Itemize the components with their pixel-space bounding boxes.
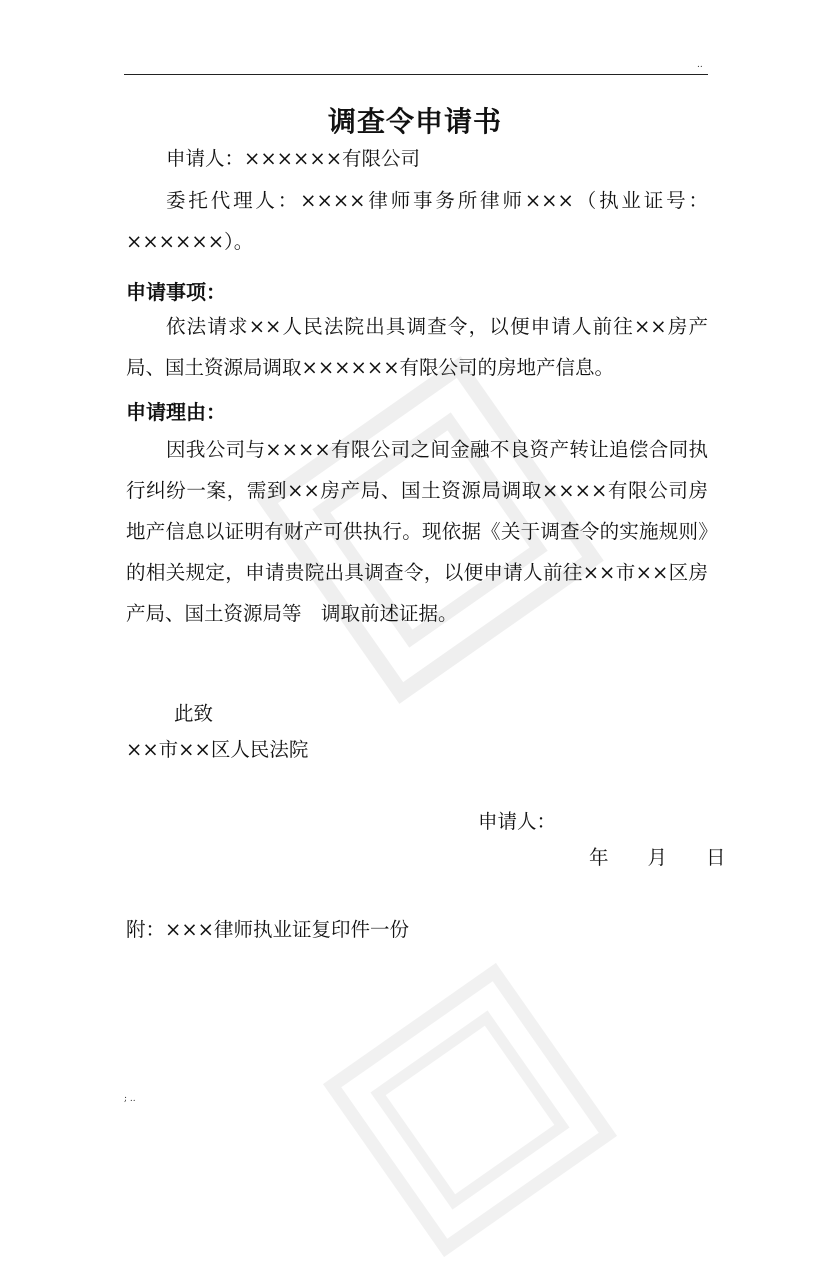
request-heading: 申请事项： [126, 280, 226, 304]
closing-salutation: 此致 [174, 702, 214, 725]
court-name: ××市××区人民法院 [126, 738, 309, 761]
reason-heading: 申请理由： [126, 400, 226, 424]
footer-mark: ; .. [124, 1094, 136, 1104]
agent-line: 委托代理人：××××律师事务所律师×××（执业证号：××××××）。 [126, 189, 708, 253]
applicant-signature-label: 申请人： [478, 810, 557, 833]
document-title: 调查令申请书 [327, 105, 502, 138]
applicant-line: 申请人：××××××有限公司 [166, 147, 421, 170]
date-line: 年 月 日 [589, 846, 726, 869]
header-mark: .. [697, 60, 703, 70]
watermark-logo-bottom [317, 957, 623, 1263]
reason-body: 因我公司与××××有限公司之间金融不良资产转让追偿合同执行纠纷一案，需到××房产局、国土资源局调取××××有限公司房地产信息以证明有财产可供执行。现依据《关于调查令的实施规则》的相关规定，申请贵院出具调查令，以便申请人前往××市××区房产局、国土资源局等 调取前述证据。 [126, 438, 708, 625]
request-body: 依法请求××人民法院出具调查令，以便申请人前往××房产局、国土资源局调取××××××有限公司的房地产信息。 [126, 315, 708, 379]
header-rule [124, 74, 708, 75]
attachment-line: 附：×××律师执业证复印件一份 [126, 918, 410, 941]
